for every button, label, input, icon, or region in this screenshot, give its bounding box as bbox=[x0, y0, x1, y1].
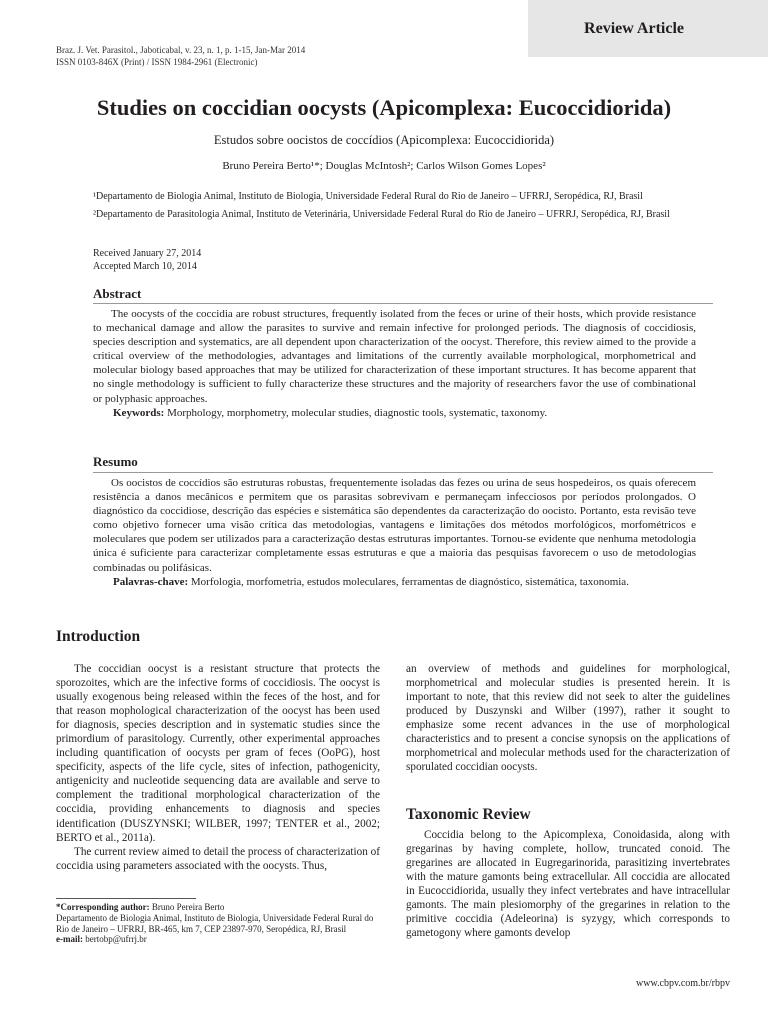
resumo-divider bbox=[93, 472, 713, 473]
article-type-label: Review Article bbox=[584, 20, 684, 37]
abstract-text: The oocysts of the coccidia are robust structures, frequently isolated from the feces or urine of their hosts, which provide resistance to mechanical damage and allow the parasites to survive and remain infective for prolonged periods. The diagnosis of coccidiosis, species description and systematics, are all dependent upon characterization of the oocyst. Therefore, this review aimed to the provide a critical overview of the methodologies, advantages and limitations of the currently available morphological, morphometrical and molecular biology based approaches that may be utilized for characterization of these important structures. It has become apparent that no single methodology is sufficient to fully characterize these structures and the majority of researchers favor the use of combinational or polyphasic approaches. bbox=[93, 308, 696, 405]
corresponding-author-footnote bbox=[56, 902, 386, 945]
received-date: Received January 27, 2014 bbox=[93, 248, 202, 259]
footnote-divider bbox=[56, 898, 196, 899]
article-type-badge bbox=[528, 0, 768, 57]
abstract-heading: Abstract bbox=[93, 286, 142, 301]
resumo-heading: Resumo bbox=[93, 454, 138, 469]
introduction-paragraph: The current review aimed to detail the process of characterization of coccidia using parameters associated with the oocysts. Thus, bbox=[56, 845, 380, 872]
introduction-heading: Introduction bbox=[56, 628, 141, 645]
resumo-text: Os oocistos de coccídios são estruturas robustas, frequentemente isoladas das fezes ou urina de seus hospedeiros, os quais oferecem resistência a danos mecânicos e permitem que os parasitas sobrevivam e permaneçam infecciosos por períodos prolongados. O diagnóstico da coccidiose, descrição das espécies e sistemática são dependentes da caracterização do oocisto. Portanto, esta revisão teve como objetivo fornecer uma visão crítica das metodologias, vantagens e limitações dos métodos morfológicos, morfométricos e moleculares que podem ser utilizados para a caracterização destas estruturas importantes. Tornou-se evidente que nenhuma metodologia única é suficiente para caracterizar completamente essas estruturas e que a maioria das pesquisas favorecem o uso de metodologias combinadas ou polifásicas. bbox=[93, 477, 696, 574]
author-list: Bruno Pereira Berto¹*; Douglas McIntosh²; Carlos Wilson Gomes Lopes² bbox=[222, 160, 546, 172]
journal-url[interactable]: www.cbpv.com.br/rbpv bbox=[636, 978, 730, 989]
article-subtitle: Estudos sobre oocistos de coccídios (Apicomplexa: Eucoccidiorida) bbox=[213, 133, 555, 147]
palavras-chave-label: Palavras-chave: bbox=[113, 575, 189, 588]
affiliation-2: ²Departamento de Parasitologia Animal, Instituto de Veterinária, Universidade Federal Rural do Rio de Janeiro – UFRRJ, Seropédica, RJ, Brasil bbox=[93, 209, 670, 220]
journal-citation-line: Braz. J. Vet. Parasitol., Jaboticabal, v. 23, n. 1, p. 1-15, Jan-Mar 2014 bbox=[56, 45, 306, 55]
abstract-divider bbox=[93, 303, 713, 304]
article-dates bbox=[93, 247, 201, 273]
taxonomic-review-heading: Taxonomic Review bbox=[406, 806, 531, 823]
keywords-text: Morphology, morphometry, molecular studies, diagnostic tools, systematic, taxonomy. bbox=[167, 406, 548, 419]
footnote-email[interactable]: bertobp@ufrrj.br bbox=[85, 934, 147, 945]
article-title: Studies on coccidian oocysts (Apicomplexa: Eucoccidiorida) bbox=[96, 95, 672, 120]
footnote-label: *Corresponding author: bbox=[56, 902, 150, 912]
abstract-body bbox=[93, 307, 696, 420]
journal-issn-line: ISSN 0103-846X (Print) / ISSN 1984-2961 (Electronic) bbox=[56, 57, 258, 67]
introduction-right-column bbox=[406, 662, 730, 774]
resumo-keywords bbox=[93, 575, 696, 589]
footnote-name: Bruno Pereira Berto bbox=[151, 902, 225, 912]
footnote-email-label: e-mail: bbox=[56, 934, 83, 945]
taxonomic-paragraph: Coccidia belong to the Apicomplexa, Conoidasida, along with gregarinas by having complete, hollow, truncated conoid. The gregarines are allocated in Eugregarinorida, parasitizing invertebrates with the mature gamonts being extracellular. All coccidia are allocated in Eucoccidiorida, usually they infect vertebrates and have intracellular gamonts. The main plesiomorphy of the gregarines in relation to the primitive coccidia (Adeleorina) is syzygy, which corresponds to gametogony where gamonts develop bbox=[406, 829, 730, 940]
keywords-label: Keywords: bbox=[113, 406, 165, 419]
accepted-date: Accepted March 10, 2014 bbox=[93, 261, 197, 272]
palavras-chave-text: Morfologia, morfometria, estudos moleculares, ferramentas de diagnóstico, sistemática, taxonomia. bbox=[190, 575, 629, 588]
journal-citation bbox=[56, 44, 305, 68]
footnote-address: Departamento de Biologia Animal, Instituto de Biologia, Universidade Federal Rural do Rio de Janeiro – UFRRJ, BR-465, km 7, CEP 23897-970, Seropédica, RJ, Brasil bbox=[56, 912, 374, 934]
introduction-paragraph: an overview of methods and guidelines for morphological, morphometrical and molecular studies is presented herein. It is important to note, that this review did not seek to alter the guidelines produced by Duszynski and Wilber (1997), rather it sought to emphasize some recent advances in the use of morphological characteristics and to present a concise synopsis on the applications of morphometrical and molecular methods used for the characterization of sporulated coccidian oocysts. bbox=[406, 663, 730, 774]
taxonomic-review-column bbox=[406, 828, 730, 940]
resumo-body bbox=[93, 476, 696, 589]
introduction-left-column bbox=[56, 662, 380, 873]
affiliation-1: ¹Departamento de Biologia Animal, Instituto de Biologia, Universidade Federal Rural do Rio de Janeiro – UFRRJ, Seropédica, RJ, Brasil bbox=[93, 191, 643, 202]
introduction-paragraph: The coccidian oocyst is a resistant structure that protects the sporozoites, which are the infective forms of coccidiosis. The oocyst is usually exogenous being released within the feces of the host, and for that reason mophological characterization of the oocyst has been used for diagnosis, species description and in systematic studies since the primordium of parasitology. Currently, other experimental approaches including quantification of oocysts per gram of feces (OoPG), host specificity, aspects of the life cycle, sites of infection, pathogenicity, antigenicity and nucleotide sequencing data are available and serve to complement the traditional morphological characterization of the coccidia, providing enhancements to diagnosis and species identification (DUSZYNSKI; WILBER, 1997; TENTER et al., 2002; BERTO et al., 2011a). bbox=[56, 663, 380, 844]
abstract-keywords bbox=[93, 406, 696, 420]
